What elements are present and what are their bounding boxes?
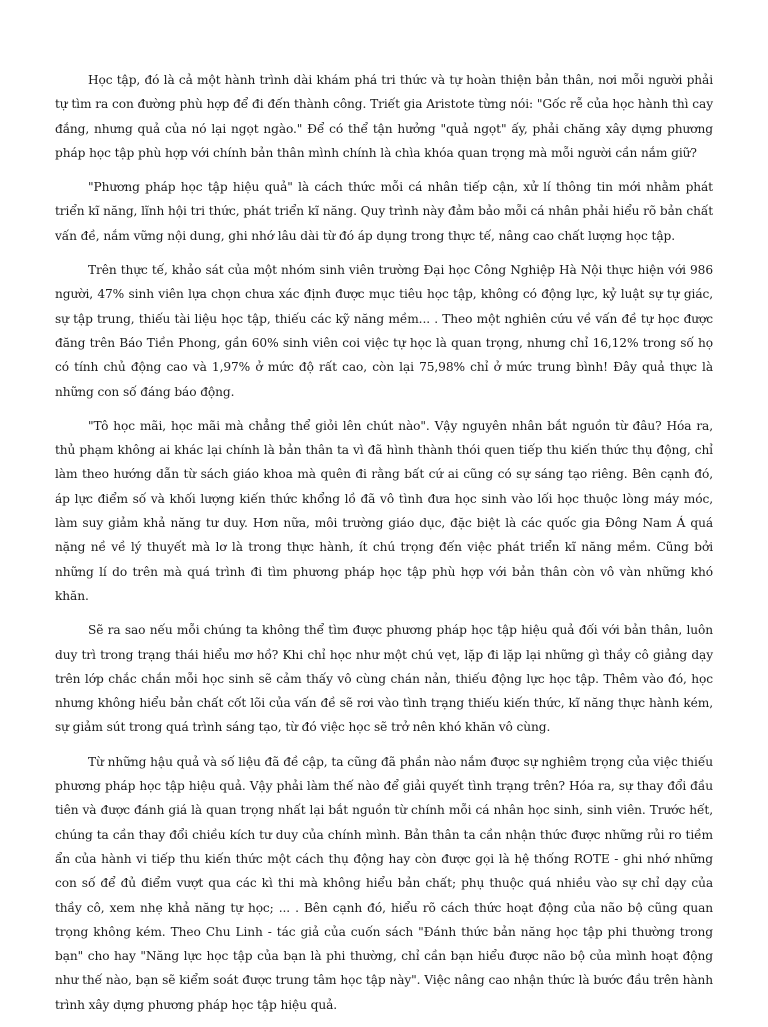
paragraph-1: Học tập, đó là cả một hành trình dài khám phá tri thức và tự hoàn thiện bản thân, nơi mỗi người phải tự tìm ra con đường phù hợp để đi đến thành công. Triết gia Aristote từng nói: "Gốc rễ của học hành thì cay đắng, nhưng quả của nó lại ngọt ngào." Để có thể tận hưởng "quả ngọt" ấy, phải chăng xây dựng phương pháp học tập phù hợp với chính bản thân mình chính là chìa khóa quan trọng mà mỗi người cần nắm giữ? — [55, 73, 713, 160]
paragraph-3: Trên thực tế, khảo sát của một nhóm sinh viên trường Đại học Công Nghiệp Hà Nội thực hiện với 986 người, 47% sinh viên lựa chọn chưa xác định được mục tiêu học tập, không có động lực, kỷ luật sự tự giác, sự tập trung, thiếu tài liệu học tập, thiếu các kỹ năng mềm... . Theo một nghiên cứu về vấn đề tự học được đăng trên Báo Tiền Phong, gần 60% sinh viên coi việc tự học là quan trọng, nhưng chỉ 16,12% trong số họ có tính chủ động cao và 1,97% ở mức độ rất cao, còn lại 75,98% chỉ ở mức trung bình! Đây quả thực là những con số đáng báo động. — [55, 263, 713, 399]
document-body — [55, 68, 713, 1027]
paragraph-5: Sẽ ra sao nếu mỗi chúng ta không thể tìm được phương pháp học tập hiệu quả đối với bản thân, luôn duy trì trong trạng thái hiểu mơ hồ? Khi chỉ học như một chú vẹt, lặp đi lặp lại những gì thầy cô giảng dạy trên lớp chắc chắn mỗi học sinh sẽ cảm thấy vô cùng chán nản, thiếu động lực học tập. Thêm vào đó, học nhưng không hiểu bản chất cốt lõi của vấn đề sẽ rơi vào tình trạng thiếu kiến thức, kĩ năng thực hành kém, sự giảm sút trong quá trình sáng tạo, từ đó việc học sẽ trở nên khó khăn vô cùng. — [55, 623, 713, 735]
paragraph-6: Từ những hậu quả và số liệu đã đề cập, ta cũng đã phần nào nắm được sự nghiêm trọng của việc thiếu phương pháp học tập hiệu quả. Vậy phải làm thế nào để giải quyết tình trạng trên? Hóa ra, sự thay đổi đầu tiên và được đánh giá là quan trọng nhất lại bắt nguồn từ chính mỗi cá nhân học sinh, sinh viên. Trước hết, chúng ta cần thay đổi chiều kích tư duy của chính mình. Bản thân ta cần nhận thức được những rủi ro tiềm ẩn của hành vi tiếp thu kiến thức một cách thụ động hay còn được gọi là hệ thống ROTE - ghi nhớ những con số để đủ điểm vượt qua các kì thi mà không hiểu bản chất; phụ thuộc quá nhiều vào sự chỉ dạy của thầy cô, xem nhẹ khả năng tự học; ... . Bên cạnh đó, hiểu rõ cách thức hoạt động của não bộ cũng quan trọng không kém. Theo Chu Linh - tác giả của cuốn sách "Đánh thức bản năng học tập phi thường trong bạn" cho hay "Năng lực học tập của bạn là phi thường, chỉ cần bạn hiểu được não bộ của mình hoạt động như thế nào, bạn sẽ kiểm soát được trung tâm học tập này". Việc nâng cao nhận thức là bước đầu trên hành trình xây dựng phương pháp học tập hiệu quả. — [55, 754, 713, 1012]
paragraph-2: "Phương pháp học tập hiệu quả" là cách thức mỗi cá nhân tiếp cận, xử lí thông tin mới nhằm phát triển kĩ năng, lĩnh hội tri thức, phát triển kĩ năng. Quy trình này đảm bảo mỗi cá nhân phải hiểu rõ bản chất vấn đề, nắm vững nội dung, ghi nhớ lâu dài từ đó áp dụng trong thực tế, nâng cao chất lượng học tập. — [55, 180, 713, 243]
paragraph-4: "Tô học mãi, học mãi mà chẳng thể giỏi lên chút nào". Vậy nguyên nhân bắt nguồn từ đâu? Hóa ra, thủ phạm không ai khác lại chính là bản thân ta vì đã hình thành thói quen tiếp thu kiến thức thụ động, chỉ làm theo hướng dẫn từ sách giáo khoa mà quên đi rằng bất cứ ai cũng có sự sáng tạo riêng. Bên cạnh đó, áp lực điểm số và khối lượng kiến thức khổng lồ đã vô tình đưa học sinh vào lối học thuộc lòng máy móc, làm suy giảm khả năng tư duy. Hơn nữa, môi trường giáo dục, đặc biệt là các quốc gia Đông Nam Á quá nặng nề về lý thuyết mà lơ là trong thực hành, ít chú trọng đến việc phát triển kĩ năng mềm. Cũng bởi những lí do trên mà quá trình đi tìm phương pháp học tập phù hợp với bản thân còn vô vàn những khó khăn. — [55, 418, 713, 603]
